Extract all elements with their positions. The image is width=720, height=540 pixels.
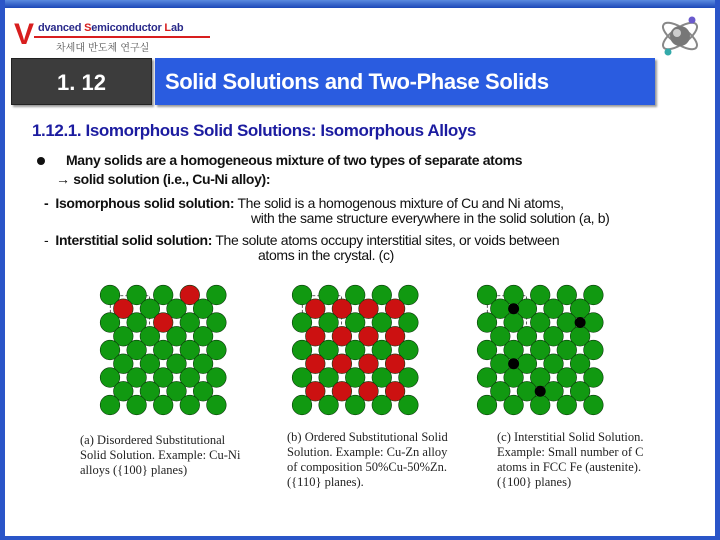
host-atom bbox=[207, 395, 227, 415]
caption-a: (a) Disordered Substitutional Solid Solution. Example: Cu-Ni alloys ({100} planes) bbox=[80, 433, 241, 477]
host-atom bbox=[504, 395, 524, 415]
host-atom bbox=[319, 395, 339, 415]
lattice-diagram-c bbox=[472, 280, 612, 420]
item-isomorphous: - Isomorphous solid solution: The solid is a homogenous mixture of Cu and Ni atoms, bbox=[44, 195, 564, 211]
interstitial-atom bbox=[508, 358, 519, 369]
interstitial-atom bbox=[508, 303, 519, 314]
host-atom bbox=[345, 395, 365, 415]
logo-underline bbox=[34, 36, 210, 38]
logo-english: dvanced Semiconductor Lab bbox=[38, 22, 184, 34]
item-interstitial-cont: atoms in the crystal. (c) bbox=[258, 247, 394, 263]
section-number: 1. 12 bbox=[11, 58, 152, 105]
host-atom bbox=[530, 395, 550, 415]
host-atom bbox=[557, 395, 577, 415]
logo-korean: 차세대 반도체 연구실 bbox=[56, 43, 150, 54]
atom-icon bbox=[655, 12, 705, 60]
host-atom bbox=[127, 395, 147, 415]
caption-b: (b) Ordered Substitutional Solid Solution. Example: Cu-Zn alloy of composition 50%Cu-50%Zn. ({110} planes). bbox=[287, 430, 448, 489]
slide-frame-left bbox=[0, 0, 5, 540]
slide-title: Solid Solutions and Two-Phase Solids bbox=[155, 58, 655, 105]
host-atom bbox=[477, 395, 497, 415]
slide-frame-bottom bbox=[0, 536, 720, 540]
host-atom bbox=[180, 395, 200, 415]
bullet-text: Many solids are a homogeneous mixture of two types of separate atoms bbox=[66, 152, 523, 168]
item-interstitial: - Interstitial solid solution: The solute atoms occupy interstitial sites, or voids between bbox=[44, 232, 560, 248]
bullet-icon bbox=[37, 157, 45, 165]
section-heading: 1.12.1. Isomorphous Solid Solutions: Isomorphous Alloys bbox=[32, 121, 476, 140]
lattice-diagram-a bbox=[95, 280, 235, 420]
lab-logo bbox=[12, 18, 212, 58]
interstitial-atom bbox=[575, 317, 586, 328]
interstitial-atom bbox=[535, 386, 546, 397]
host-atom bbox=[584, 395, 604, 415]
host-atom bbox=[153, 395, 173, 415]
lattice-diagram-b bbox=[287, 280, 427, 420]
host-atom bbox=[372, 395, 392, 415]
logo-v: V bbox=[14, 18, 35, 51]
bullet-text-cont: → solid solution (i.e., Cu-Ni alloy): bbox=[56, 171, 271, 187]
caption-c: (c) Interstitial Solid Solution. Example: Small number of C atoms in FCC Fe (austenite). ({100} planes) bbox=[497, 430, 644, 489]
host-atom bbox=[399, 395, 419, 415]
host-atom bbox=[292, 395, 312, 415]
host-atom bbox=[100, 395, 120, 415]
slide-frame-top bbox=[0, 0, 720, 8]
slide-frame-right bbox=[715, 0, 720, 540]
item-isomorphous-cont: with the same structure everywhere in the solid solution (a, b) bbox=[251, 210, 610, 226]
